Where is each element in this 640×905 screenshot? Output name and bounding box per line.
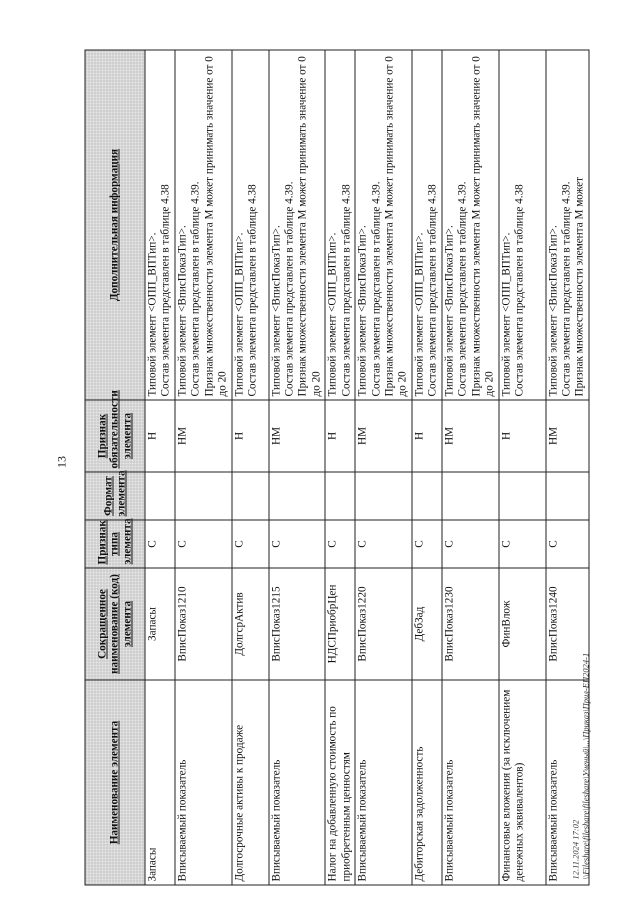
info-line: Состав элемента представлен в таблице 4.39. xyxy=(456,181,469,397)
cell-info xyxy=(441,50,498,400)
cell-type: С xyxy=(231,520,268,568)
cell-name: Долгосрочные активы к продаже xyxy=(231,680,268,885)
cell-info xyxy=(231,50,268,400)
cell-type: С xyxy=(355,520,412,568)
cell-format xyxy=(498,472,545,520)
cell-code: ВписПоказ1215 xyxy=(268,568,325,680)
elements-table xyxy=(84,50,589,886)
rotated-page xyxy=(54,51,590,886)
page-number: 13 xyxy=(54,456,68,468)
info-line: Состав элемента представлен в таблице 4.38 xyxy=(426,184,439,397)
header-format: Формат элемента xyxy=(85,472,145,520)
cell-info xyxy=(545,50,588,400)
header-short-name: Сокращенное наименование (код) элемента xyxy=(85,568,145,680)
table-row xyxy=(231,50,268,885)
table-row xyxy=(145,50,175,885)
cell-required: НМ xyxy=(175,400,232,472)
header-type: Признак типа элемента xyxy=(85,520,145,568)
cell-type: С xyxy=(145,520,175,568)
footer-path: \\Fileshare\fileshare\fileshare\Ученый\...\Приказ\Прил-ЕП2024-1 xyxy=(580,652,590,880)
cell-name: Финансовые вложения (за исключением денежных эквивалентов) xyxy=(498,680,545,885)
cell-name: Запасы xyxy=(145,680,175,885)
cell-type: С xyxy=(325,520,355,568)
cell-required: НМ xyxy=(268,400,325,472)
info-line: Состав элемента представлен в таблице 4.38 xyxy=(246,184,259,397)
table-row xyxy=(441,50,498,885)
table-row xyxy=(411,50,441,885)
cell-required: НМ xyxy=(545,400,588,472)
info-line: Типовой элемент <ОПП_ВПТип>. xyxy=(146,232,158,397)
cell-required: НМ xyxy=(355,400,412,472)
cell-info xyxy=(355,50,412,400)
cell-type: С xyxy=(411,520,441,568)
info-line: Признак множественности элемента М может принимать значение от 0 до 20 xyxy=(469,56,496,397)
cell-format xyxy=(411,472,441,520)
cell-name: Вписываемый показатель xyxy=(355,680,412,885)
info-line: Признак множественности элемента М может xyxy=(573,176,586,397)
info-line: Типовой элемент <ВписПоказТип>. xyxy=(356,225,369,397)
cell-code: Запасы xyxy=(145,568,175,680)
cell-required: Н xyxy=(325,400,355,472)
table-row xyxy=(498,50,545,885)
table-row xyxy=(268,50,325,885)
cell-name: Вписываемый показатель xyxy=(175,680,232,885)
cell-info xyxy=(175,50,232,400)
cell-code: ВписПоказ1230 xyxy=(441,568,498,680)
cell-code: ФинВлож xyxy=(498,568,545,680)
info-line: Состав элемента представлен в таблице 4.38 xyxy=(159,184,172,397)
cell-type: С xyxy=(498,520,545,568)
cell-format xyxy=(231,472,268,520)
header-required: Признак обязательности элемента xyxy=(85,400,145,472)
info-line: Типовой элемент <ВписПоказТип>. xyxy=(269,225,282,397)
cell-name: Дебиторская задолженность xyxy=(411,680,441,885)
info-line: Признак множественности элемента М может принимать значение от 0 до 20 xyxy=(202,56,229,397)
info-line: Типовой элемент <ОПП_ВПТип>. xyxy=(499,232,512,397)
header-info: Дополнительная информация xyxy=(85,50,145,400)
info-line: Типовой элемент <ОПП_ВПТип>. xyxy=(412,232,425,397)
info-line: Состав элемента представлен в таблице 4.39. xyxy=(559,181,572,397)
info-line: Состав элемента представлен в таблице 4.38 xyxy=(512,184,525,397)
info-line: Состав элемента представлен в таблице 4.39. xyxy=(369,181,382,397)
cell-required: Н xyxy=(498,400,545,472)
info-line: Типовой элемент <ВписПоказТип>. xyxy=(546,225,559,397)
cell-required: Н xyxy=(411,400,441,472)
footer-stamp xyxy=(570,653,590,880)
cell-info xyxy=(411,50,441,400)
cell-required: Н xyxy=(231,400,268,472)
info-line: Типовой элемент <ВписПоказТип>. xyxy=(176,225,188,397)
info-line: Состав элемента представлен в таблице 4.38 xyxy=(339,184,352,397)
cell-info xyxy=(498,50,545,400)
cell-format xyxy=(325,472,355,520)
cell-name: Налог на добавленную стоимость по приобретенным ценностям xyxy=(325,680,355,885)
cell-type: С xyxy=(175,520,232,568)
cell-required: Н xyxy=(145,400,175,472)
table-header-row xyxy=(85,50,145,885)
cell-code: ДолгсрАктив xyxy=(231,568,268,680)
cell-info xyxy=(145,50,175,400)
cell-name: Вписываемый показатель xyxy=(545,680,588,885)
info-line: Типовой элемент <ОПП_ВПТип>. xyxy=(326,232,339,397)
table-row xyxy=(175,50,232,885)
info-line: Типовой элемент <ВписПоказТип>. xyxy=(442,225,455,397)
header-name: Наименование элемента xyxy=(85,680,145,885)
cell-format xyxy=(145,472,175,520)
info-line: Состав элемента представлен в таблице 4.39. xyxy=(189,181,202,397)
cell-type: С xyxy=(545,520,588,568)
table-body xyxy=(145,50,589,885)
cell-info xyxy=(325,50,355,400)
table-row xyxy=(355,50,412,885)
cell-required: НМ xyxy=(441,400,498,472)
info-line: Признак множественности элемента М может принимать значение от 0 до 20 xyxy=(296,56,322,397)
table-row xyxy=(325,50,355,885)
cell-format xyxy=(355,472,412,520)
cell-code: ДебЗад xyxy=(411,568,441,680)
cell-info xyxy=(268,50,325,400)
cell-type: С xyxy=(441,520,498,568)
cell-type: С xyxy=(268,520,325,568)
info-line: Типовой элемент <ОПП_ВПТип>. xyxy=(232,232,245,397)
cell-format xyxy=(175,472,232,520)
info-line: Состав элемента представлен в таблице 4.39. xyxy=(283,181,296,397)
cell-code: ВписПоказ1210 xyxy=(175,568,232,680)
cell-format xyxy=(441,472,498,520)
cell-format xyxy=(268,472,325,520)
footer-date: 12.11.2024 17:02 xyxy=(570,819,580,880)
cell-name: Вписываемый показатель xyxy=(268,680,325,885)
cell-code: ВписПоказ1240 xyxy=(545,568,588,680)
cell-code: НДСПриобрЦен xyxy=(325,568,355,680)
cell-name: Вписываемый показатель xyxy=(441,680,498,885)
info-line: Признак множественности элемента М может принимать значение от 0 до 20 xyxy=(383,56,409,397)
cell-code: ВписПоказ1220 xyxy=(355,568,412,680)
cell-format xyxy=(545,472,588,520)
